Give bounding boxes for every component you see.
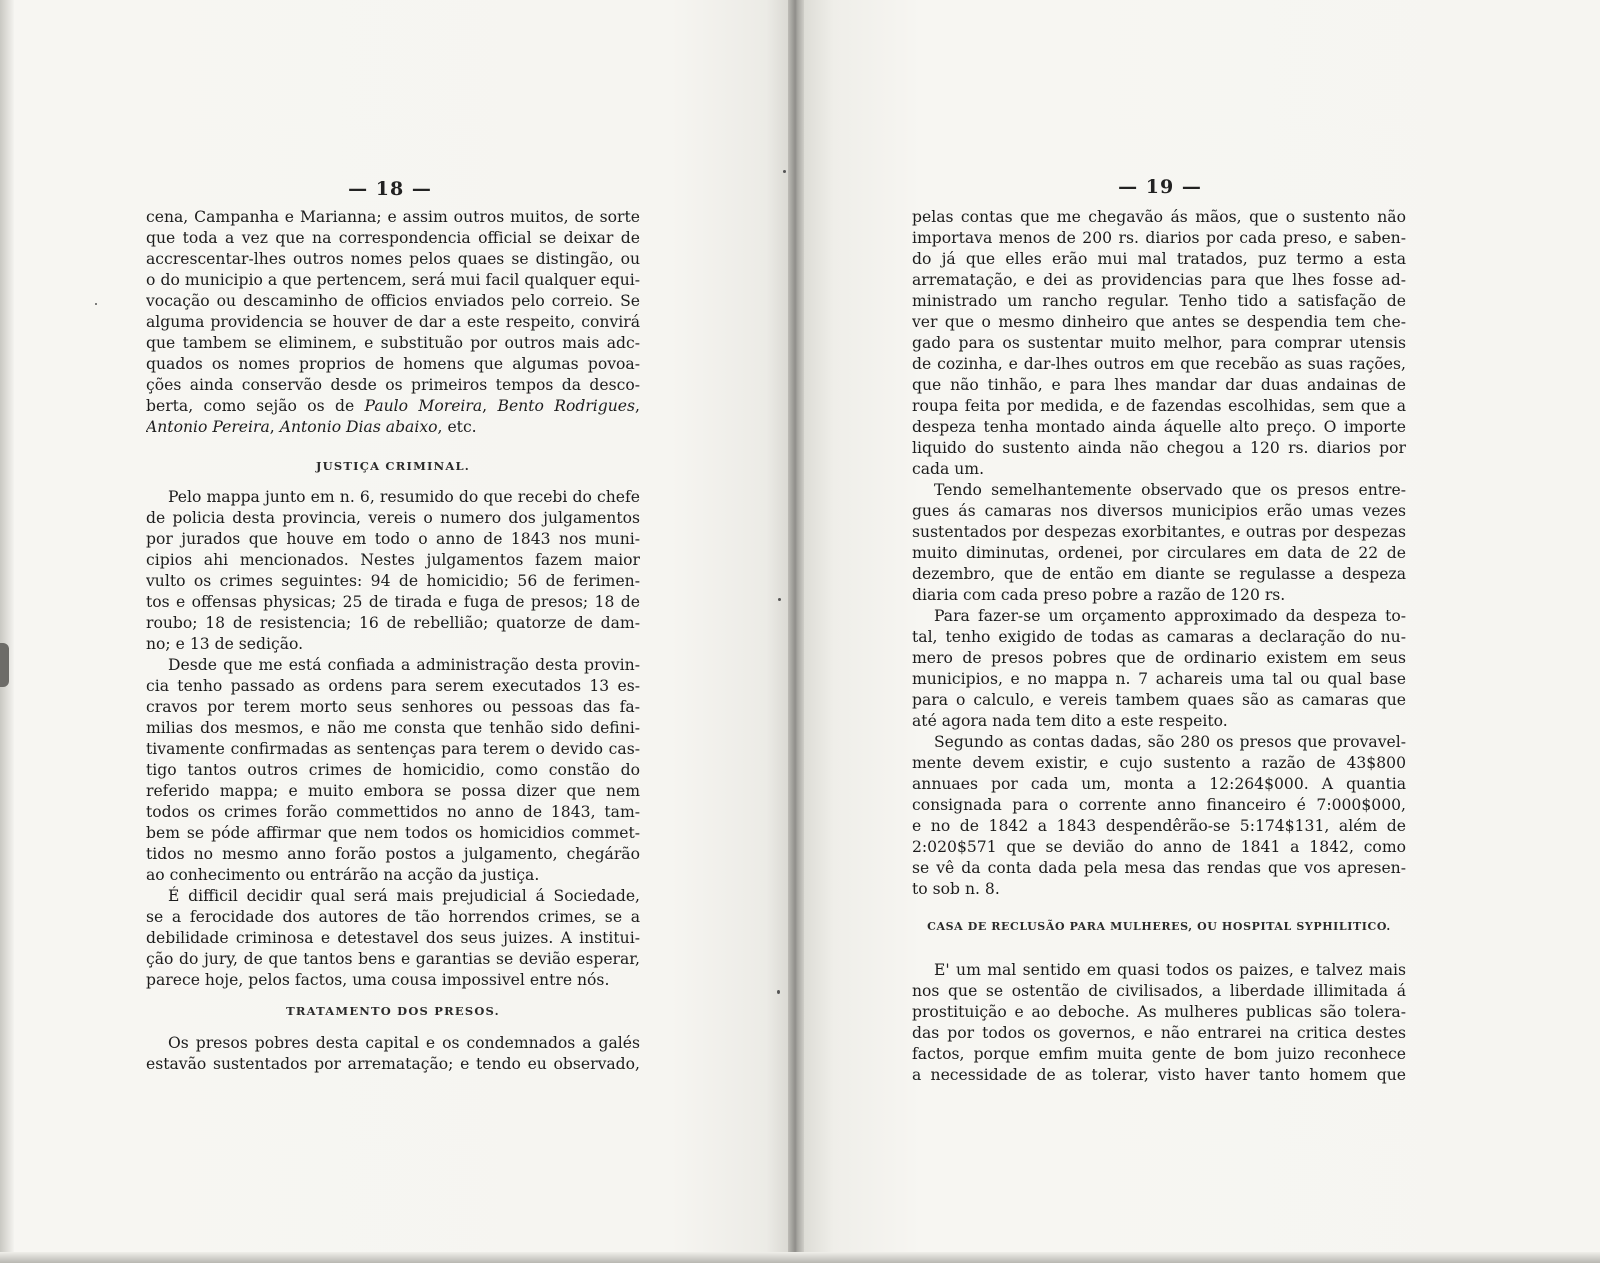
text-line: milias dos mesmos, e não me consta que tenhão sido defini- <box>146 719 640 737</box>
text-line: gado para os sustentar muito melhor, para comprar utensis <box>912 334 1406 352</box>
text-line: nos que se ostentão de civilisados, a liberdade illimitada á <box>912 982 1406 1000</box>
text-line: o do municipio a que pertencem, será mui facil qualquer equi- <box>146 271 640 289</box>
text-line: tos e offensas physicas; 25 de tirada e fuga de presos; 18 de <box>146 593 640 611</box>
left-page-number: — 18 — <box>348 178 432 200</box>
text-line: todos os crimes forão commettidos no anno de 1843, tam- <box>146 803 640 821</box>
text-line: cena, Campanha e Marianna; e assim outros muitos, de sorte <box>146 208 640 226</box>
binding-mark <box>0 643 9 687</box>
text-line: E' um mal sentido em quasi todos os paizes, e talvez mais <box>934 961 1406 979</box>
right-main-text <box>912 207 1406 900</box>
scan-speck <box>783 170 786 173</box>
text-line: Antonio Pereira, Antonio Dias abaixo, etc. <box>146 418 477 436</box>
text-line: ções ainda conservão desde os primeiros tempos da desco- <box>146 376 640 394</box>
right-page-number: — 19 — <box>1118 176 1202 198</box>
text-line: sustentados por despezas exorbitantes, e outras por despezas <box>912 523 1406 541</box>
text-line: das por todos os governos, e não entrarei na critica destes <box>912 1024 1406 1042</box>
text-line: to sob n. 8. <box>912 880 1000 898</box>
scan-speck <box>95 303 97 305</box>
text-line: Tendo semelhantemente observado que os presos entre- <box>934 481 1406 499</box>
scan-speck <box>777 990 780 994</box>
text-line: quados os nomes proprios de homens que algumas povoa- <box>146 355 640 373</box>
text-line: a necessidade de as tolerar, visto haver tanto homem que <box>912 1066 1406 1084</box>
text-line: vocação ou descaminho de officios enviados pelo correio. Se <box>146 292 640 310</box>
text-line: gues ás camaras nos diversos municipios erão umas vezes <box>912 502 1406 520</box>
text-line: até agora nada tem dito a este respeito. <box>912 712 1228 730</box>
text-line: ção do jury, de que tantos bens e garantias se devião esperar, <box>146 950 640 968</box>
text-line: tigo tantos outros crimes de homicidio, como constão do <box>146 761 640 779</box>
text-line: se a ferocidade dos autores de tão horrendos crimes, se a <box>146 908 640 926</box>
text-line: referido mappa; e muito embora se possa dizer que nem <box>146 782 640 800</box>
text-line: mente devem existir, e cujo sustento a razão de 43$800 <box>912 754 1406 772</box>
text-line: cada um. <box>912 460 985 478</box>
text-line: por jurados que houve em todo o anno de 1843 nos muni- <box>146 530 640 548</box>
text-line: vulto os crimes seguintes: 94 de homicidio; 56 de ferimen- <box>146 572 640 590</box>
text-line: de policia desta provincia, vereis o numero dos julgamentos <box>146 509 640 527</box>
text-line: É difficil decidir qual será mais prejudicial á Sociedade, <box>168 887 640 905</box>
book-gutter <box>788 0 804 1263</box>
text-line: annuaes por cada um, monta a 12:264$000. A quantia <box>912 775 1406 793</box>
text-line: berta, como sejão os de Paulo Moreira, Bento Rodrigues, <box>146 397 640 415</box>
text-line: liquido do sustento ainda não chegou a 120 rs. diarios por <box>912 439 1406 457</box>
tratamento-dos-presos-section <box>146 1033 640 1075</box>
text-line: debilidade criminosa e detestavel dos seus juizes. A institui- <box>146 929 640 947</box>
text-line: que toda a vez que na correspondencia official se deixar de <box>146 229 640 247</box>
left-intro-paragraph <box>146 207 640 438</box>
text-line: tal, tenho exigido de todas as camaras a declaração do nu- <box>912 628 1406 646</box>
casa-de-reclusao-section <box>912 960 1406 1086</box>
text-line: que tambem se eliminem, e substituão por outros mais adc- <box>146 334 640 352</box>
text-line: despeza tenha montado ainda áquelle alto preço. O importe <box>912 418 1406 436</box>
scan-speck <box>778 598 781 601</box>
text-line: ver que o mesmo dinheiro que antes se despendia tem che- <box>912 313 1406 331</box>
text-line: no; e 13 de sedição. <box>146 635 304 653</box>
text-line: ministrado um rancho regular. Tenho tido a satisfação de <box>912 292 1406 310</box>
text-line: roupa feita por medida, e de fazendas escolhidas, sem que a <box>912 397 1406 415</box>
text-line: municipios, e no mappa n. 7 achareis uma tal ou qual base <box>912 670 1406 688</box>
text-line: diaria com cada preso pobre a razão de 120 rs. <box>912 586 1286 604</box>
text-line: Pelo mappa junto em n. 6, resumido do que recebi do chefe <box>168 488 640 506</box>
text-line: Desde que me está confiada a administração desta provin- <box>168 656 640 674</box>
text-line: tivamente confirmadas as sentenças para terem o devido cas- <box>146 740 640 758</box>
text-line: para o calculo, e vereis tambem quaes são as camaras que <box>912 691 1406 709</box>
text-line: cia tenho passado as ordens para serem executados 13 es- <box>146 677 640 695</box>
text-line: muito diminutas, ordenei, por circulares em data de 22 de <box>912 544 1406 562</box>
text-line: prostituição e ao deboche. As mulheres publicas são tolera- <box>912 1003 1406 1021</box>
text-line: consignada para o corrente anno financeiro é 7:000$000, <box>912 796 1406 814</box>
text-line: cipios ahi mencionados. Nestes julgamentos fazem maior <box>146 551 640 569</box>
text-line: accrescentar-lhes outros nomes pelos quaes se distingão, ou <box>146 250 640 268</box>
text-line: alguma providencia se houver de dar a este respeito, convirá <box>146 313 640 331</box>
text-line: Os presos pobres desta capital e os condemnados a galés <box>168 1034 640 1052</box>
text-line: Para fazer-se um orçamento approximado da despeza to- <box>934 607 1406 625</box>
text-line: mero de presos pobres que de ordinario existem em seus <box>912 649 1406 667</box>
left-page-edge <box>0 0 14 1263</box>
text-line: de cozinha, e dar-lhes outros em que recebão as suas rações, <box>912 355 1406 373</box>
text-line: bem se póde affirmar que nem todos os homicidios commet- <box>146 824 640 842</box>
text-line: estavão sustentados por arrematação; e tendo eu observado, <box>146 1055 640 1073</box>
text-line: cravos por terem morto seus senhores ou pessoas das fa- <box>146 698 640 716</box>
heading-tratamento-dos-presos: TRATAMENTO DOS PRESOS. <box>286 1004 500 1018</box>
heading-justica-criminal: JUSTIÇA CRIMINAL. <box>316 459 470 473</box>
text-line: tidos no mesmo anno forão postos a julgamento, chegárão <box>146 845 640 863</box>
text-line: e no de 1842 a 1843 despendêrão-se 5:174$131, além de <box>912 817 1406 835</box>
text-line: parece hoje, pelos factos, uma cousa impossivel entre nós. <box>146 971 610 989</box>
text-line: importava menos de 200 rs. diarios por cada preso, e saben- <box>912 229 1406 247</box>
text-line: ao conhecimento ou entrárão na acção da justiça. <box>146 866 540 884</box>
bottom-page-edge <box>0 1252 1600 1263</box>
text-line: factos, porque emfim muita gente de bom juizo reconhece <box>912 1045 1406 1063</box>
text-line: arrematação, e dei as providencias para que lhes fosse ad- <box>912 271 1406 289</box>
text-line: do já que elles erão mui mal tratados, puz termo a esta <box>912 250 1406 268</box>
text-line: pelas contas que me chegavão ás mãos, que o sustento não <box>912 208 1406 226</box>
heading-casa-de-reclusao: CASA DE RECLUSÃO PARA MULHERES, OU HOSPITAL SYPHILITICO. <box>927 920 1391 933</box>
text-line: roubo; 18 de resistencia; 16 de rebellião; quatorze de dam- <box>146 614 640 632</box>
text-line: se vê da conta dada pela mesa das rendas que vos apresen- <box>912 859 1406 877</box>
text-line: que não tinhão, e para lhes mandar dar duas andainas de <box>912 376 1406 394</box>
text-line: Segundo as contas dadas, são 280 os presos que provavel- <box>934 733 1406 751</box>
justica-criminal-section <box>146 487 640 991</box>
text-line: dezembro, que de então em diante se regulasse a despeza <box>912 565 1406 583</box>
text-line: 2:020$571 que se devião do anno de 1841 a 1842, como <box>912 838 1406 856</box>
